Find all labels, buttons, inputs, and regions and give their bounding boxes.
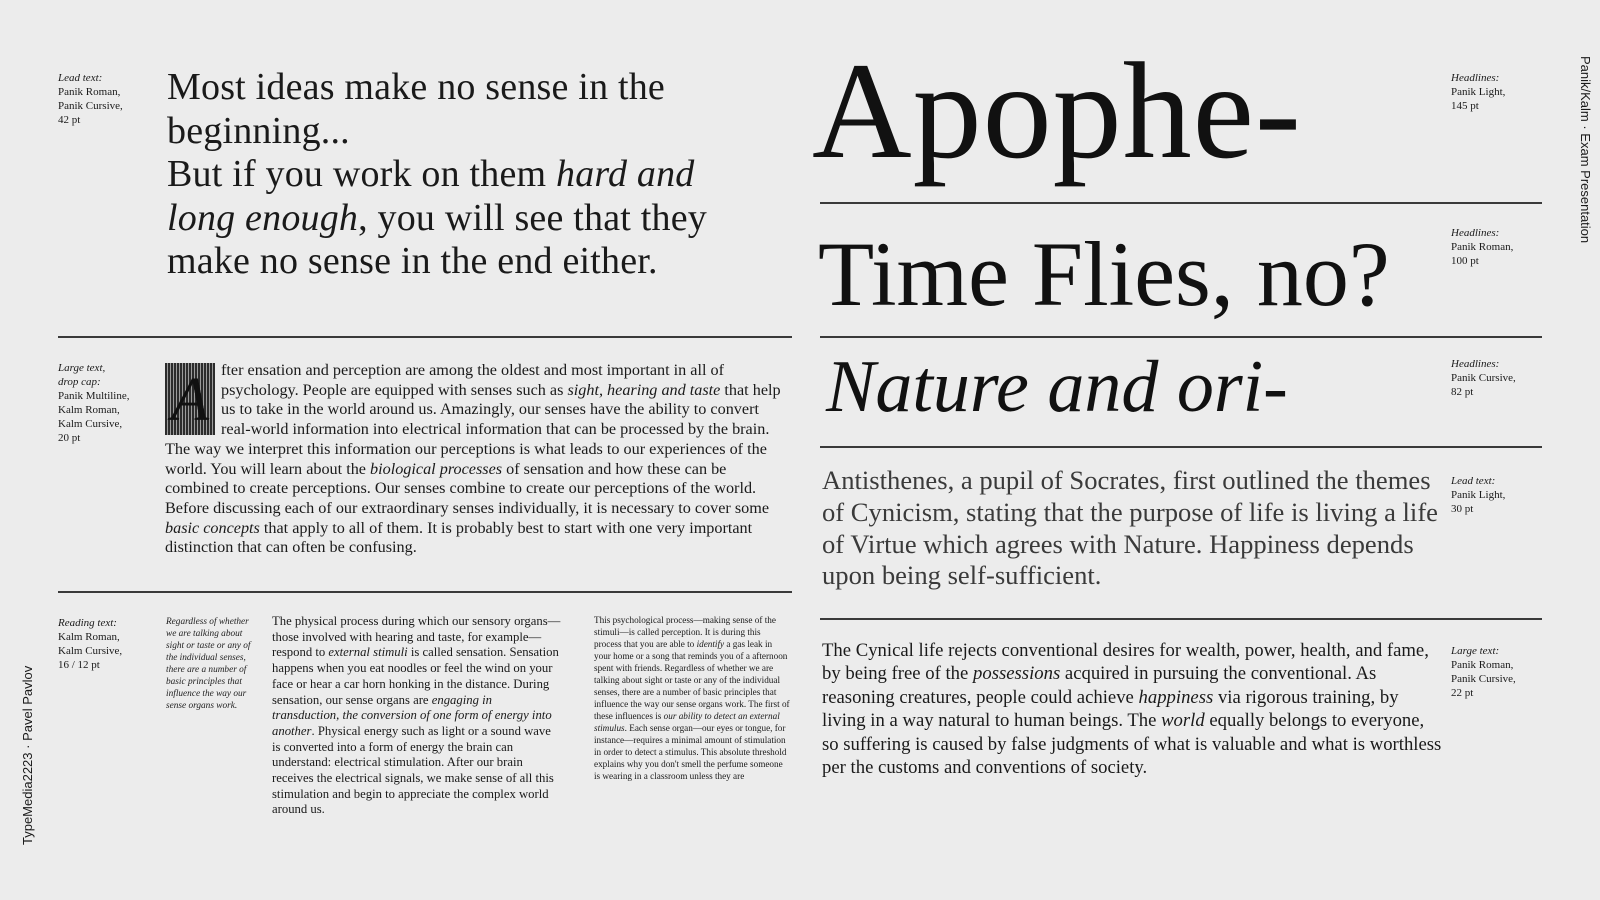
spec-label-details: Panik Multiline, Kalm Roman, Kalm Cursive, 20 pt <box>58 390 130 444</box>
large22-run: The Cynical life rejects conventional desires for wealth, power, health, and fame, by being free of the <box>822 640 1429 685</box>
reading-run: is called sensation. Sensation happens when you eat noodles or feel the wind on your face or hear a car horn honking in the distance. During sensation, our sense organs are <box>272 645 559 707</box>
large-text-italic: biological processes <box>370 459 503 478</box>
reading-run: The physical process during which our sensory organs—those involved with hearing and taste, for example—respond to <box>272 614 561 660</box>
reading-run: a gas leak in your home or a song that reminds you of a afternoon spent with friends. Regardless of whether we are talking about sight or taste or any of the individual senses, there are a number of basic principles that influence the way our sense organs work. The first of these influences is <box>594 639 790 721</box>
spec-label-headline-145 <box>1451 71 1505 113</box>
drop-cap <box>165 363 215 435</box>
spec-label-title: Headlines: <box>1451 358 1500 370</box>
spec-label-details: Panik Cursive, 82 pt <box>1451 372 1516 398</box>
large-text-sample <box>165 361 790 558</box>
large22-italic: possessions <box>973 663 1061 685</box>
spec-label-details: Panik Roman, Panik Cursive, 42 pt <box>58 86 123 126</box>
spec-label-title: Headlines: <box>1451 72 1500 84</box>
spec-label-details: Kalm Roman, Kalm Cursive, 16 / 12 pt <box>58 631 123 671</box>
spec-label-headline-100 <box>1451 226 1513 268</box>
reading-side-note: Regardless of whether we are talking about sight or taste or any of the individual senses, there are a number of basic principles that influence the way our sense organs work. <box>166 617 251 711</box>
spec-label-title: Lead text: <box>58 72 103 84</box>
lead-text-30pt: Antisthenes, a pupil of Socrates, first outlined the themes of Cynicism, stating that the purpose of life is living a life of Virtue which agrees with Nature. Happiness depends upon being self-sufficient. <box>822 465 1438 591</box>
headline-145: Apophe- <box>812 34 1302 187</box>
large-text-run: of sensation and how these can be combined to create perceptions. Our senses combine to create our perceptions of the world. Before discussing each of our extraordinary senses individually, it is necessary to cover some <box>165 459 770 517</box>
divider <box>820 618 1542 620</box>
large22-italic: world <box>1161 710 1205 732</box>
spec-label-title: Lead text: <box>1451 475 1496 487</box>
reading-italic: external stimuli <box>328 645 408 660</box>
drop-cap-letter: A <box>171 366 209 434</box>
divider <box>820 202 1542 204</box>
lead-text-p1: Most ideas make no sense in the beginning... <box>167 66 665 152</box>
reading-italic: our ability to detect an external stimulus <box>594 711 780 733</box>
large22-run: via rigorous training, by living in a way natural to human beings. The <box>822 686 1399 732</box>
large-text-run: that apply to all of them. It is probably best to start with one very important distinction that can often be confusing. <box>165 518 753 557</box>
large-text-italic: basic concepts <box>165 518 260 537</box>
lead-text-p2-italic: hard and long enough <box>167 153 695 239</box>
reading-text-16pt <box>272 614 562 818</box>
large-text-run: that help us to take in the world around us. Amazingly, our senses have the ability to convert real-world information into electrical information that can be processed by the brain. The way we interpret this information our perceptions is what leads to our experiences of the world. You will learn about the <box>165 380 781 478</box>
author-credit: TypeMedia2223 · Pavel Pavlov <box>20 665 35 845</box>
headline-82: Nature and ori- <box>826 346 1288 428</box>
large-text-run: fter ensation and perception are among the oldest and most important in all of psychology. People are equipped with senses such as <box>221 361 725 399</box>
spec-label-large-22 <box>1451 644 1516 700</box>
reading-text-12pt <box>594 614 790 782</box>
reading-italic: identify <box>696 639 725 649</box>
lead-text-sample <box>167 66 767 284</box>
lead-text-p2b: , you will see that they make no sense in the end either. <box>167 196 707 282</box>
large-text-italic: sight, hearing and taste <box>567 380 721 399</box>
spec-label-large-20 <box>58 361 130 445</box>
spec-label-details: Panik Light, 30 pt <box>1451 489 1506 515</box>
reading-italic: engaging in transduction, the conversion of one form of energy into another <box>272 692 552 738</box>
spec-label-title: Large text: <box>1451 645 1500 657</box>
divider <box>820 336 1542 338</box>
reading-run: . Physical energy such as light or a sound wave is converted into a form of energy the brain can understand: electrical stimulation. After our brain receives the electrical signals, we make sense of all this stimulation and begin to appreciate the complex world around us. <box>272 723 554 817</box>
spec-label-details: Panik Light, 145 pt <box>1451 86 1506 112</box>
large-text-22pt <box>822 639 1442 779</box>
spec-label-details: Panik Roman, 100 pt <box>1451 241 1514 267</box>
divider <box>820 446 1542 448</box>
spec-label-title: Headlines: <box>1451 227 1500 239</box>
large22-italic: happiness <box>1138 686 1214 708</box>
large22-run: equally belongs to everyone, so suffering is caused by false judgments of what is valuable and what is worthless per the customs and conventions of society. <box>822 710 1442 779</box>
spec-label-title: Reading text: <box>58 617 117 629</box>
spec-label-title: Large text, drop cap: <box>58 362 106 388</box>
reading-run: This psychological process—making sense of the stimuli—is called perception. It is during this process that you are able to <box>594 615 776 649</box>
spec-label-details: Panik Roman, Panik Cursive, 22 pt <box>1451 659 1516 699</box>
presentation-title: Panik/Kalm · Exam Presentation <box>1578 56 1593 244</box>
headline-100: Time Flies, no? <box>818 223 1390 325</box>
reading-run: . Each sense organ—our eyes or tongue, for instance—requires a minimal amount of stimulation in order to detect a stimulus. This absolute threshold explains why you don't smell the perfume someone is wearing in a classroom unless they are <box>594 723 787 781</box>
large22-run: acquired in pursuing the conventional. As reasoning creatures, people could achieve <box>822 663 1377 708</box>
lead-text-p2a: But if you work on them <box>167 153 556 195</box>
spec-label-lead-42 <box>58 71 123 127</box>
spec-label-lead-30 <box>1451 474 1505 516</box>
divider <box>58 591 792 593</box>
spec-label-reading <box>58 616 122 672</box>
divider <box>58 336 792 338</box>
spec-label-headline-82 <box>1451 357 1516 399</box>
